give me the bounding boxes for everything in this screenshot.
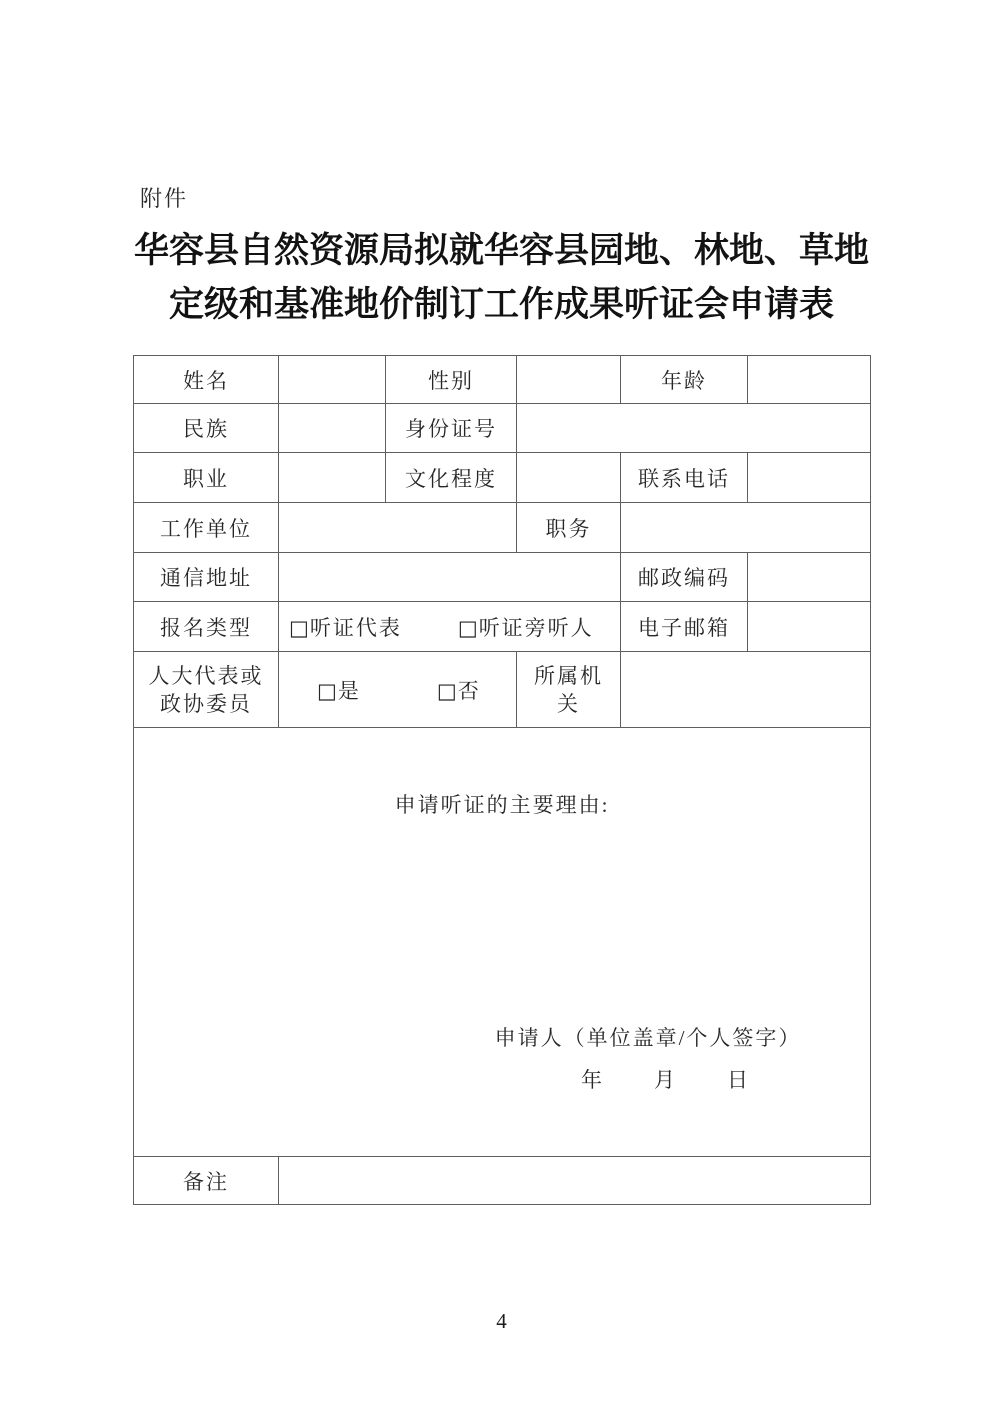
email-label: 电子邮箱 (621, 602, 748, 652)
row-registration-email (134, 602, 871, 652)
occupation-label: 职业 (134, 453, 279, 503)
postal-code-value-cell (748, 553, 871, 602)
row-name-gender-age (134, 356, 871, 404)
checkbox-icon: □ (457, 615, 478, 640)
attachment-label: 附件 (140, 186, 189, 211)
title-line-1: 华容县自然资源局拟就华容县园地、林地、草地 (133, 231, 869, 270)
hearing-representative-option (289, 612, 402, 642)
name-label: 姓名 (134, 356, 279, 404)
gender-value-cell (517, 356, 621, 404)
mailing-address-value-cell (279, 553, 621, 602)
mailing-address-label: 通信地址 (134, 553, 279, 602)
no-option-label: 否 (457, 678, 481, 703)
row-npc-cppcc (134, 652, 871, 728)
work-unit-value-cell (279, 503, 517, 553)
date-month-label: 月 (654, 1067, 677, 1092)
affiliation-label (517, 652, 621, 728)
gender-label: 性别 (386, 356, 517, 404)
row-workunit-position (134, 503, 871, 553)
title-line-2: 定级和基准地价制订工作成果听证会申请表 (168, 285, 834, 324)
date-line (581, 1065, 870, 1095)
yes-option (317, 675, 361, 705)
row-address-postal (134, 553, 871, 602)
position-value-cell (621, 503, 871, 553)
registration-type-label: 报名类型 (134, 602, 279, 652)
row-ethnicity-id (134, 404, 871, 453)
npc-cppcc-options-cell (279, 652, 517, 728)
position-label: 职务 (517, 503, 621, 553)
name-value-cell (279, 356, 386, 404)
date-year-label: 年 (581, 1067, 604, 1092)
no-option (437, 675, 481, 705)
work-unit-label: 工作单位 (134, 503, 279, 553)
phone-value-cell (748, 453, 871, 503)
affiliation-label-line2: 关 (557, 691, 580, 716)
hearing-observer-option-label: 听证旁听人 (478, 615, 594, 640)
document-title (133, 224, 870, 332)
checkbox-icon: □ (317, 678, 337, 703)
applicant-signature-line: 申请人（单位盖章/个人签字） (494, 1025, 802, 1050)
affiliation-label-line1: 所属机 (534, 663, 603, 688)
postal-code-label: 邮政编码 (621, 553, 748, 602)
hearing-representative-option-label: 听证代表 (309, 615, 402, 640)
date-day-label: 日 (727, 1067, 750, 1092)
yes-no-options (279, 675, 516, 705)
npc-cppcc-label-line2: 政协委员 (160, 691, 252, 716)
affiliation-value-cell (621, 652, 871, 728)
page-number: 4 (496, 1309, 507, 1333)
row-remarks (134, 1157, 871, 1205)
ethnicity-label: 民族 (134, 404, 279, 453)
id-number-value-cell (517, 404, 871, 453)
row-hearing-reason (134, 728, 871, 1157)
email-value-cell (748, 602, 871, 652)
checkbox-icon: □ (289, 615, 309, 640)
application-form-table (133, 355, 871, 1205)
checkbox-icon: □ (436, 678, 457, 703)
age-value-cell (748, 356, 871, 404)
education-label: 文化程度 (386, 453, 517, 503)
remarks-label: 备注 (134, 1157, 279, 1205)
hearing-reason-label: 申请听证的主要理由: (394, 792, 610, 817)
npc-cppcc-label-line1: 人大代表或 (148, 663, 264, 688)
phone-label: 联系电话 (621, 453, 748, 503)
registration-options (279, 612, 620, 642)
yes-option-label: 是 (337, 678, 361, 703)
row-occupation-education-phone (134, 453, 871, 503)
age-label: 年龄 (621, 356, 748, 404)
hearing-observer-option (458, 612, 594, 642)
remarks-value-cell (279, 1157, 871, 1205)
education-value-cell (517, 453, 621, 503)
hearing-reason-cell (134, 728, 871, 1157)
occupation-value-cell (279, 453, 386, 503)
registration-type-options-cell (279, 602, 621, 652)
ethnicity-value-cell (279, 404, 386, 453)
id-number-label: 身份证号 (386, 404, 517, 453)
npc-cppcc-label (134, 652, 279, 728)
